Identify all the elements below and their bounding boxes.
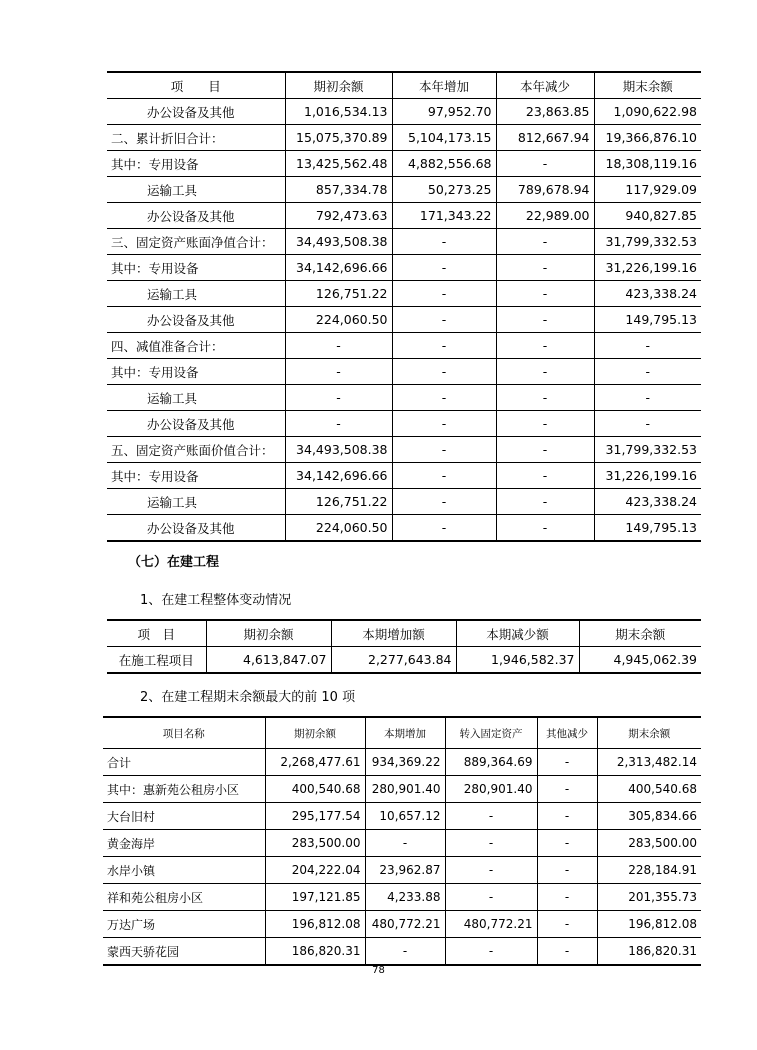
value-cell: 480,772.21 bbox=[365, 911, 445, 938]
value-cell: - bbox=[537, 803, 597, 830]
table-row bbox=[107, 125, 701, 151]
value-cell: - bbox=[285, 411, 392, 437]
value-cell: 22,989.00 bbox=[496, 203, 594, 229]
row-label: 其中：专用设备 bbox=[107, 151, 285, 177]
value-cell: 196,812.08 bbox=[597, 911, 701, 938]
table-row bbox=[103, 911, 701, 938]
value-cell: 50,273.25 bbox=[392, 177, 496, 203]
value-cell: - bbox=[392, 463, 496, 489]
value-cell: 34,493,508.38 bbox=[285, 437, 392, 463]
row-label: 在施工程项目 bbox=[107, 647, 206, 674]
value-cell: 400,540.68 bbox=[597, 776, 701, 803]
table-header-row bbox=[107, 620, 701, 647]
value-cell: 31,799,332.53 bbox=[594, 229, 701, 255]
value-cell: 186,820.31 bbox=[265, 938, 365, 966]
value-cell: 23,962.87 bbox=[365, 857, 445, 884]
value-cell: - bbox=[537, 857, 597, 884]
subheading-overall-changes: 1、在建工程整体变动情况 bbox=[140, 593, 292, 608]
column-header: 本期增加 bbox=[365, 717, 445, 749]
value-cell: 283,500.00 bbox=[265, 830, 365, 857]
column-header: 本年增加 bbox=[392, 72, 496, 99]
row-label: 办公设备及其他 bbox=[107, 515, 285, 542]
value-cell: 97,952.70 bbox=[392, 99, 496, 125]
column-header: 期初余额 bbox=[265, 717, 365, 749]
table-row bbox=[107, 463, 701, 489]
value-cell: 19,366,876.10 bbox=[594, 125, 701, 151]
table-row bbox=[107, 229, 701, 255]
table-row bbox=[107, 99, 701, 125]
value-cell: 1,946,582.37 bbox=[456, 647, 579, 674]
value-cell: - bbox=[594, 411, 701, 437]
value-cell: 2,277,643.84 bbox=[331, 647, 456, 674]
row-label: 水岸小镇 bbox=[103, 857, 265, 884]
value-cell: 228,184.91 bbox=[597, 857, 701, 884]
value-cell: - bbox=[445, 803, 537, 830]
value-cell: - bbox=[537, 938, 597, 966]
value-cell: 2,268,477.61 bbox=[265, 749, 365, 776]
value-cell: 15,075,370.89 bbox=[285, 125, 392, 151]
table-header-row bbox=[103, 717, 701, 749]
table-row bbox=[107, 437, 701, 463]
value-cell: - bbox=[496, 515, 594, 542]
table-row bbox=[103, 776, 701, 803]
value-cell: 280,901.40 bbox=[445, 776, 537, 803]
row-label: 黄金海岸 bbox=[103, 830, 265, 857]
value-cell: - bbox=[496, 255, 594, 281]
table-row bbox=[103, 830, 701, 857]
value-cell: 480,772.21 bbox=[445, 911, 537, 938]
value-cell: - bbox=[496, 385, 594, 411]
value-cell: 34,493,508.38 bbox=[285, 229, 392, 255]
value-cell: - bbox=[392, 255, 496, 281]
value-cell: 18,308,119.16 bbox=[594, 151, 701, 177]
value-cell: 204,222.04 bbox=[265, 857, 365, 884]
value-cell: - bbox=[445, 938, 537, 966]
value-cell: 126,751.22 bbox=[285, 281, 392, 307]
row-label: 万达广场 bbox=[103, 911, 265, 938]
column-header: 期末余额 bbox=[579, 620, 701, 647]
value-cell: - bbox=[392, 359, 496, 385]
row-label: 运输工具 bbox=[107, 281, 285, 307]
construction-top10-table bbox=[103, 716, 701, 966]
value-cell: - bbox=[392, 307, 496, 333]
table-row bbox=[107, 359, 701, 385]
value-cell: - bbox=[496, 411, 594, 437]
page-number: 78 bbox=[372, 965, 385, 976]
value-cell: - bbox=[496, 307, 594, 333]
value-cell: - bbox=[285, 333, 392, 359]
value-cell: - bbox=[537, 749, 597, 776]
value-cell: - bbox=[392, 281, 496, 307]
construction-overall-table bbox=[107, 619, 701, 674]
table-row bbox=[107, 203, 701, 229]
value-cell: - bbox=[496, 333, 594, 359]
row-label: 办公设备及其他 bbox=[107, 203, 285, 229]
section-heading-construction: （七）在建工程 bbox=[128, 555, 220, 570]
value-cell: - bbox=[496, 151, 594, 177]
value-cell: 4,882,556.68 bbox=[392, 151, 496, 177]
value-cell: 889,364.69 bbox=[445, 749, 537, 776]
row-label: 其中：专用设备 bbox=[107, 255, 285, 281]
column-header: 本年减少 bbox=[496, 72, 594, 99]
value-cell: 857,334.78 bbox=[285, 177, 392, 203]
value-cell: 5,104,173.15 bbox=[392, 125, 496, 151]
value-cell: 934,369.22 bbox=[365, 749, 445, 776]
table-row bbox=[107, 307, 701, 333]
table-row bbox=[107, 177, 701, 203]
value-cell: 23,863.85 bbox=[496, 99, 594, 125]
row-label: 其中：惠新苑公租房小区 bbox=[103, 776, 265, 803]
table-row bbox=[107, 333, 701, 359]
value-cell: - bbox=[392, 489, 496, 515]
row-label: 运输工具 bbox=[107, 489, 285, 515]
value-cell: 789,678.94 bbox=[496, 177, 594, 203]
value-cell: 186,820.31 bbox=[597, 938, 701, 966]
value-cell: 13,425,562.48 bbox=[285, 151, 392, 177]
value-cell: 149,795.13 bbox=[594, 307, 701, 333]
value-cell: 280,901.40 bbox=[365, 776, 445, 803]
column-header: 其他减少 bbox=[537, 717, 597, 749]
row-label: 大台旧村 bbox=[103, 803, 265, 830]
value-cell: 4,613,847.07 bbox=[206, 647, 331, 674]
table-header-row bbox=[107, 72, 701, 99]
value-cell: - bbox=[496, 359, 594, 385]
row-label: 五、固定资产账面价值合计： bbox=[107, 437, 285, 463]
column-header: 本期减少额 bbox=[456, 620, 579, 647]
value-cell: - bbox=[496, 437, 594, 463]
value-cell: - bbox=[365, 938, 445, 966]
value-cell: 224,060.50 bbox=[285, 515, 392, 542]
value-cell: 149,795.13 bbox=[594, 515, 701, 542]
value-cell: - bbox=[496, 281, 594, 307]
value-cell: - bbox=[537, 776, 597, 803]
row-label: 蒙西天骄花园 bbox=[103, 938, 265, 966]
column-header: 期末余额 bbox=[594, 72, 701, 99]
table-row bbox=[103, 938, 701, 966]
table-row bbox=[107, 411, 701, 437]
value-cell: 940,827.85 bbox=[594, 203, 701, 229]
column-header: 期末余额 bbox=[597, 717, 701, 749]
value-cell: 10,657.12 bbox=[365, 803, 445, 830]
table-row bbox=[103, 884, 701, 911]
row-label: 其中：专用设备 bbox=[107, 463, 285, 489]
value-cell: 792,473.63 bbox=[285, 203, 392, 229]
value-cell: 1,090,622.98 bbox=[594, 99, 701, 125]
value-cell: 4,233.88 bbox=[365, 884, 445, 911]
row-label: 办公设备及其他 bbox=[107, 411, 285, 437]
row-label: 二、累计折旧合计： bbox=[107, 125, 285, 151]
value-cell: - bbox=[392, 515, 496, 542]
value-cell: 295,177.54 bbox=[265, 803, 365, 830]
value-cell: - bbox=[594, 385, 701, 411]
value-cell: - bbox=[537, 830, 597, 857]
value-cell: - bbox=[594, 333, 701, 359]
value-cell: 171,343.22 bbox=[392, 203, 496, 229]
value-cell: 812,667.94 bbox=[496, 125, 594, 151]
value-cell: 2,313,482.14 bbox=[597, 749, 701, 776]
value-cell: - bbox=[285, 359, 392, 385]
column-header: 项 目 bbox=[107, 72, 285, 99]
value-cell: 117,929.09 bbox=[594, 177, 701, 203]
table-row bbox=[103, 803, 701, 830]
value-cell: - bbox=[392, 229, 496, 255]
table-row bbox=[107, 489, 701, 515]
row-label: 办公设备及其他 bbox=[107, 307, 285, 333]
table-row bbox=[107, 385, 701, 411]
row-label: 其中：专用设备 bbox=[107, 359, 285, 385]
fixed-assets-table bbox=[107, 71, 701, 542]
column-header: 项 目 bbox=[107, 620, 206, 647]
row-label: 四、减值准备合计： bbox=[107, 333, 285, 359]
value-cell: 283,500.00 bbox=[597, 830, 701, 857]
value-cell: - bbox=[285, 385, 392, 411]
row-label: 运输工具 bbox=[107, 385, 285, 411]
value-cell: - bbox=[496, 489, 594, 515]
row-label: 运输工具 bbox=[107, 177, 285, 203]
table-row bbox=[107, 151, 701, 177]
subheading-top10: 2、在建工程期末余额最大的前 10 项 bbox=[140, 690, 356, 705]
value-cell: - bbox=[496, 229, 594, 255]
value-cell: - bbox=[445, 884, 537, 911]
table-row bbox=[107, 515, 701, 542]
column-header: 期初余额 bbox=[285, 72, 392, 99]
row-label: 办公设备及其他 bbox=[107, 99, 285, 125]
value-cell: - bbox=[365, 830, 445, 857]
value-cell: 31,226,199.16 bbox=[594, 255, 701, 281]
value-cell: - bbox=[594, 359, 701, 385]
column-header: 项目名称 bbox=[103, 717, 265, 749]
value-cell: 423,338.24 bbox=[594, 281, 701, 307]
table-row bbox=[107, 647, 701, 674]
value-cell: 4,945,062.39 bbox=[579, 647, 701, 674]
column-header: 期初余额 bbox=[206, 620, 331, 647]
value-cell: - bbox=[445, 830, 537, 857]
table-row bbox=[103, 749, 701, 776]
value-cell: - bbox=[537, 884, 597, 911]
row-label: 合计 bbox=[103, 749, 265, 776]
value-cell: 196,812.08 bbox=[265, 911, 365, 938]
value-cell: - bbox=[445, 857, 537, 884]
value-cell: 201,355.73 bbox=[597, 884, 701, 911]
value-cell: 224,060.50 bbox=[285, 307, 392, 333]
value-cell: - bbox=[392, 385, 496, 411]
table-row bbox=[107, 255, 701, 281]
value-cell: 34,142,696.66 bbox=[285, 463, 392, 489]
column-header: 本期增加额 bbox=[331, 620, 456, 647]
value-cell: 31,799,332.53 bbox=[594, 437, 701, 463]
value-cell: 400,540.68 bbox=[265, 776, 365, 803]
value-cell: 305,834.66 bbox=[597, 803, 701, 830]
value-cell: 31,226,199.16 bbox=[594, 463, 701, 489]
value-cell: 34,142,696.66 bbox=[285, 255, 392, 281]
value-cell: 126,751.22 bbox=[285, 489, 392, 515]
value-cell: - bbox=[392, 411, 496, 437]
value-cell: - bbox=[392, 437, 496, 463]
row-label: 祥和苑公租房小区 bbox=[103, 884, 265, 911]
value-cell: - bbox=[537, 911, 597, 938]
table-row bbox=[103, 857, 701, 884]
value-cell: - bbox=[392, 333, 496, 359]
value-cell: 197,121.85 bbox=[265, 884, 365, 911]
value-cell: 423,338.24 bbox=[594, 489, 701, 515]
table-row bbox=[107, 281, 701, 307]
value-cell: 1,016,534.13 bbox=[285, 99, 392, 125]
value-cell: - bbox=[496, 463, 594, 489]
row-label: 三、固定资产账面净值合计： bbox=[107, 229, 285, 255]
column-header: 转入固定资产 bbox=[445, 717, 537, 749]
